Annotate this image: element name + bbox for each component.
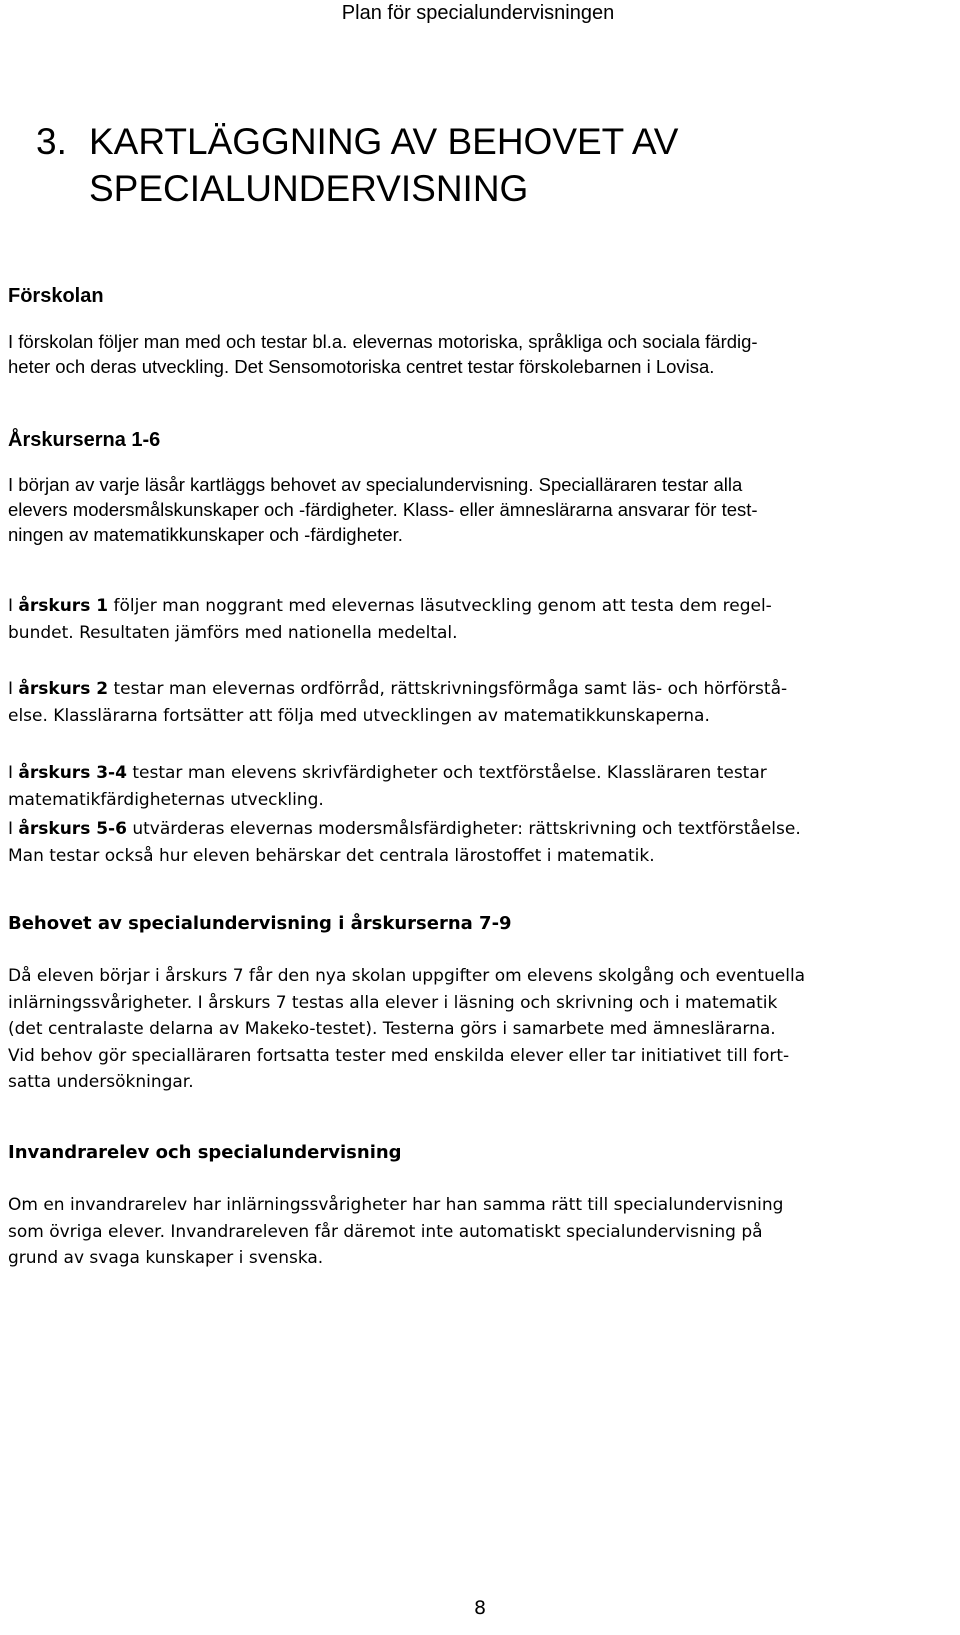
text-line: grund av svaga kunskaper i svenska. xyxy=(8,1248,324,1268)
paragraph-arskurs-2 xyxy=(8,676,920,729)
grade-label: årskurs 3-4 xyxy=(18,763,127,783)
paragraph-arskurs-1 xyxy=(8,593,920,646)
grade-label: årskurs 2 xyxy=(18,679,109,699)
running-header: Plan för specialundervisningen xyxy=(341,2,615,24)
text-line: satta undersökningar. xyxy=(8,1072,194,1092)
paragraph-behovet xyxy=(8,963,920,1096)
paragraph-forskolan xyxy=(8,329,920,379)
text-line: Om en invandrarelev har inlärningssvårigheter har han samma rätt till specialundervisning xyxy=(8,1195,784,1215)
section-heading-forskolan: Förskolan xyxy=(8,285,104,307)
text-line: inlärningssvårigheter. I årskurs 7 testas alla elever i läsning och skrivning och i matematik xyxy=(8,992,778,1013)
text-line: else. Klasslärarna fortsätter att följa med utvecklingen av matematikkunskaperna. xyxy=(8,705,710,726)
chapter-title xyxy=(36,118,916,212)
text-line: I årskurs 2 testar man elevernas ordförråd, rättskrivningsförmåga samt läs- och hörförstå- xyxy=(8,679,788,699)
text-line: bundet. Resultaten jämförs med nationella medeltal. xyxy=(8,622,458,643)
text-line: I förskolan följer man med och testar bl.a. elevernas motoriska, språkliga och sociala färdig- xyxy=(8,331,758,352)
text-line: I årskurs 5-6 utvärderas elevernas modersmålsfärdigheter: rättskrivning och textförståelse. xyxy=(8,819,801,839)
chapter-title-line2: SPECIALUNDERVISNING xyxy=(89,168,529,209)
text-line: matematikfärdigheternas utveckling. xyxy=(8,789,324,810)
text-line: ningen av matematikkunskaper och -färdigheter. xyxy=(8,524,403,545)
chapter-number: 3. xyxy=(36,121,67,162)
section-heading-arskurserna: Årskurserna 1-6 xyxy=(8,429,161,451)
paragraph-arskurserna-intro xyxy=(8,472,920,547)
text-line: (det centralaste delarna av Makeko-testet). Testerna görs i samarbete med ämneslärarna. xyxy=(8,1019,776,1039)
paragraph-arskurs-5-6 xyxy=(8,816,920,869)
text-line: I början av varje läsår kartläggs behovet av specialundervisning. Specialläraren testar alla xyxy=(8,474,743,495)
chapter-title-line1: KARTLÄGGNING AV BEHOVET AV xyxy=(89,121,679,162)
text-line: I årskurs 1 följer man noggrant med elevernas läsutveckling genom att testa dem regel- xyxy=(8,596,772,616)
section-heading-behovet: Behovet av specialundervisning i årskurserna 7-9 xyxy=(8,913,512,934)
paragraph-invandrarelev xyxy=(8,1192,920,1272)
text-line: I årskurs 3-4 testar man elevens skrivfärdigheter och textförståelse. Klassläraren testar xyxy=(8,763,767,783)
text-line: Man testar också hur eleven behärskar det centrala lärostoffet i matematik. xyxy=(8,845,655,866)
text-line: heter och deras utveckling. Det Sensomotoriska centret testar förskolebarnen i Lovisa. xyxy=(8,356,715,377)
paragraph-arskurs-3-4 xyxy=(8,760,920,813)
grade-label: årskurs 5-6 xyxy=(18,819,127,839)
text-line: som övriga elever. Invandrareleven får däremot inte automatiskt specialundervisning på xyxy=(8,1221,763,1242)
section-heading-invandrarelev: Invandrarelev och specialundervisning xyxy=(8,1142,402,1163)
text-line: Vid behov gör specialläraren fortsatta tester med enskilda elever eller tar initiativet till fort- xyxy=(8,1045,790,1066)
text-line: elevers modersmålskunskaper och -färdigheter. Klass- eller ämneslärarna ansvarar för test- xyxy=(8,499,758,520)
grade-label: årskurs 1 xyxy=(18,596,109,616)
text-line: Då eleven börjar i årskurs 7 får den nya skolan uppgifter om elevens skolgång och eventuella xyxy=(8,966,806,986)
page-number: 8 xyxy=(473,1597,487,1619)
